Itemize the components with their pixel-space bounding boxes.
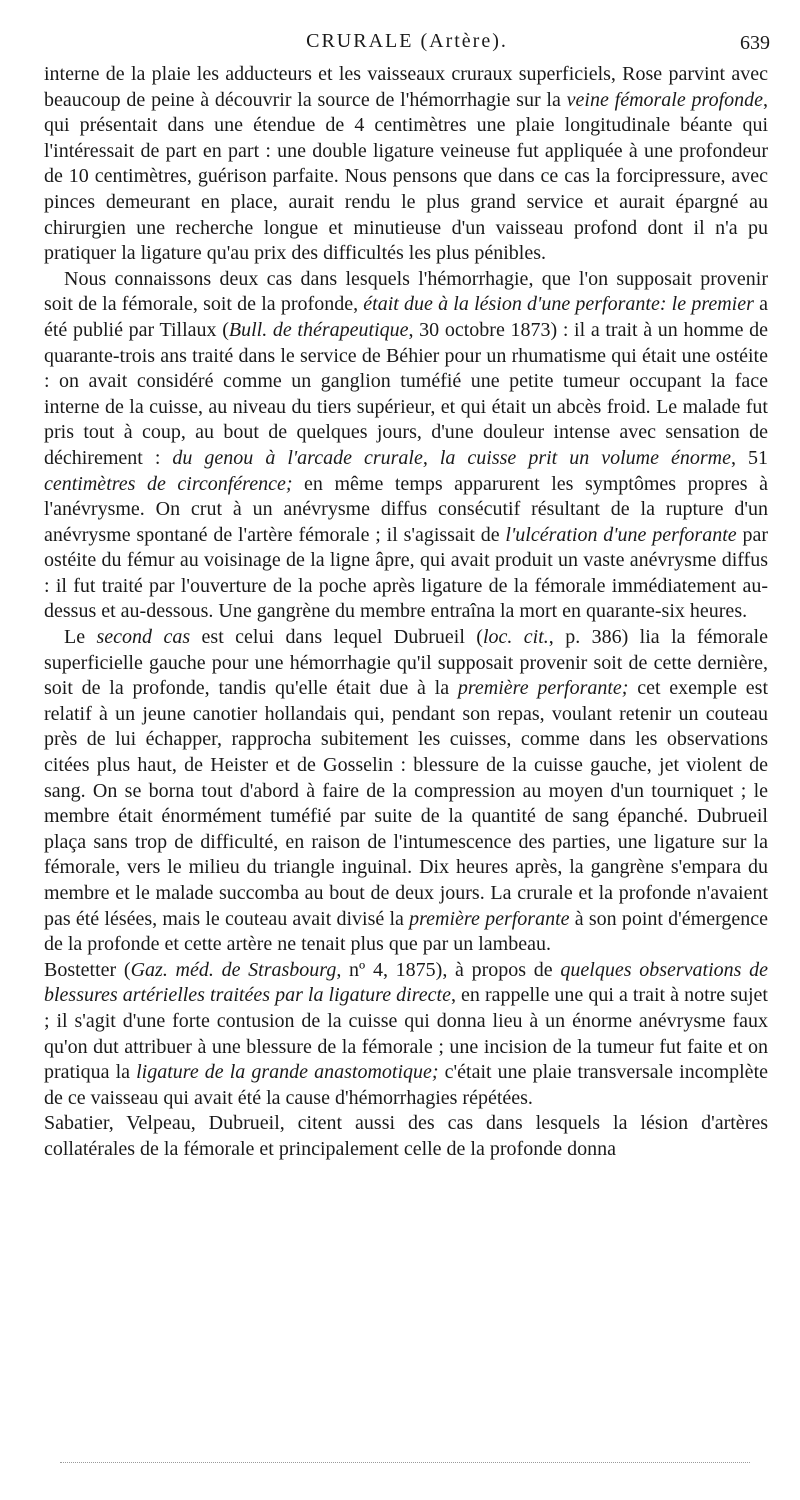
text-run: interne de la plaie les adducteurs et les vaisseaux cruraux superficiels, Rose parvint avec beaucoup de peine à découvrir la source de l'hémorrhagie sur la bbox=[44, 63, 768, 111]
italic-run: l'ulcération d'une perforante bbox=[505, 523, 737, 546]
text-run: , qui présentait dans une étendue de 4 centimètres une plaie longitudinale béante qui l'intéressait de part en part : une double ligature veineuse fut appliquée à une profondeur de 10 centimètres, guérison parfaite. Nous pensons que dans ce cas la forcipressure, avec pinces demeurant en place, aurait rendu le plus grand service et aurait épargné au chirurgien une recherche longue et minutieuse d'un vaisseau profond dont il n'a pu pratiquer la ligature qu'au prix des difficultés les plus pénibles. bbox=[44, 88, 768, 265]
italic-run: était due à la lésion d'une perforante: le premier bbox=[363, 293, 754, 316]
italic-run: second cas bbox=[96, 626, 191, 649]
text-run: , 51 bbox=[730, 446, 768, 469]
paragraph-5 bbox=[44, 1111, 768, 1162]
running-header bbox=[44, 30, 770, 60]
text-run: , en rappelle une qui a trait à notre sujet ; il s'agit d'une forte contusion de la cuisse qui donna lieu à un énorme anévrysme faux qu'on dut attribuer à une blessure de la fémorale ; une incision de la tumeur fut faite et on pratiqua la bbox=[44, 984, 768, 1084]
italic-run: première perforante bbox=[409, 907, 570, 930]
text-run: , 30 octobre 1873) : il a trait à un homme de quarante-trois ans traité dans le service de Béhier pour un rhumatisme qui était une ostéite : on avait considéré comme un ganglion tuméfié une petite tumeur occupant la face interne de la cuisse, au niveau du tiers supérieur, et qui était un abcès froid. Le malade fut pris tout à coup, au bout de quelques jours, d'une douleur intense avec sensation de déchirement : bbox=[44, 318, 768, 469]
body-text bbox=[44, 62, 768, 1163]
paragraph-2 bbox=[44, 267, 768, 625]
text-run: , nº 4, 1875), à propos de bbox=[336, 958, 561, 981]
italic-run: du genou à l'arcade crurale, la cuisse prit un volume énorme bbox=[172, 446, 731, 469]
text-run: est celui dans lequel Dubrueil ( bbox=[190, 626, 483, 649]
running-title: CRURALE (Artère). bbox=[306, 30, 508, 52]
page-number: 639 bbox=[740, 32, 770, 54]
text-run: cet exemple est relatif à un jeune canotier hollandais qui, pendant son repas, voulant retenir un couteau près de lui échapper, rapprocha subitement les cuisses, comme dans les observations citées plus haut, de Heister et de Gosselin : blessure de la cuisse gauche, jet violent de sang. On se borna tout d'abord à faire de la compression au moyen d'un tourniquet ; le membre était énormément tuméfié par suite de la quantité de sang épanché. Dubrueil plaça sans trop de difficulté, en raison de l'intumescence des parties, une ligature sur la fémorale, vers le milieu du triangle inguinal. Dix heures après, la gangrène s'empara du membre et le malade succomba au bout de deux jours. La crurale et la profonde n'avaient pas été lésées, mais le couteau avait divisé la bbox=[44, 677, 769, 930]
text-run: Nous connaissons deux cas dans lesquels l'hémorrhagie, que l'on supposait provenir soit de la fémorale, soit de la profonde, bbox=[44, 267, 768, 316]
paragraph-1 bbox=[44, 62, 768, 267]
paragraph-4 bbox=[44, 958, 768, 1112]
italic-run: quelques observations de blessures artérielles traitées par la ligature directe bbox=[44, 958, 769, 1007]
text-run: Sabatier, Velpeau, Dubrueil, citent aussi des cas dans lesquels la lésion d'artères collatérales de la fémorale et principalement celle de la profonde donna bbox=[44, 1112, 768, 1160]
text-run: c'était une plaie transversale incomplète de ce vaisseau qui avait été la cause d'hémorrhagies répétées. bbox=[44, 1061, 768, 1109]
text-run: à son point d'émergence de la profonde et cette artère ne tenait plus que par un lambeau. bbox=[44, 907, 768, 956]
text-run: par ostéite du fémur au voisinage de la ligne âpre, qui avait produit un vaste anévrysme diffus : il fut traité par l'ouverture de la poche après ligature de la fémorale immédiatement au-dessus et au-dessous. Une gangrène du membre entraîna la mort en quarante-six heures. bbox=[44, 523, 768, 623]
italic-run: Gaz. méd. de Strasbourg bbox=[130, 958, 337, 981]
italic-run: ligature de la grande anastomotique; bbox=[136, 1061, 439, 1084]
italic-run: première perforante; bbox=[457, 677, 629, 700]
footer-rule bbox=[60, 1462, 750, 1463]
text-run: en même temps apparurent les symptômes propres à l'anévrysme. On crut à un anévrysme diffus consécutif résultant de la rupture d'un anévrysme spontané de l'artère fémorale ; il s'agissait de bbox=[44, 472, 768, 546]
text-run: Le bbox=[64, 626, 97, 649]
italic-run: veine fémorale profonde bbox=[566, 88, 763, 111]
text-run: a été publié par Tillaux ( bbox=[44, 293, 768, 341]
italic-run: Bull. de thérapeutique bbox=[228, 318, 409, 341]
italic-run: loc. cit. bbox=[482, 626, 549, 649]
italic-run: centimètres de circonférence; bbox=[44, 472, 293, 495]
text-run: , p. 386) lia la fémorale superficielle gauche pour une hémorrhagie qu'il supposait provenir soit de cette dernière, soit de la profonde, tandis qu'elle était due à la bbox=[44, 626, 768, 700]
paragraph-3 bbox=[44, 625, 768, 958]
text-run: Bostetter ( bbox=[44, 958, 131, 981]
